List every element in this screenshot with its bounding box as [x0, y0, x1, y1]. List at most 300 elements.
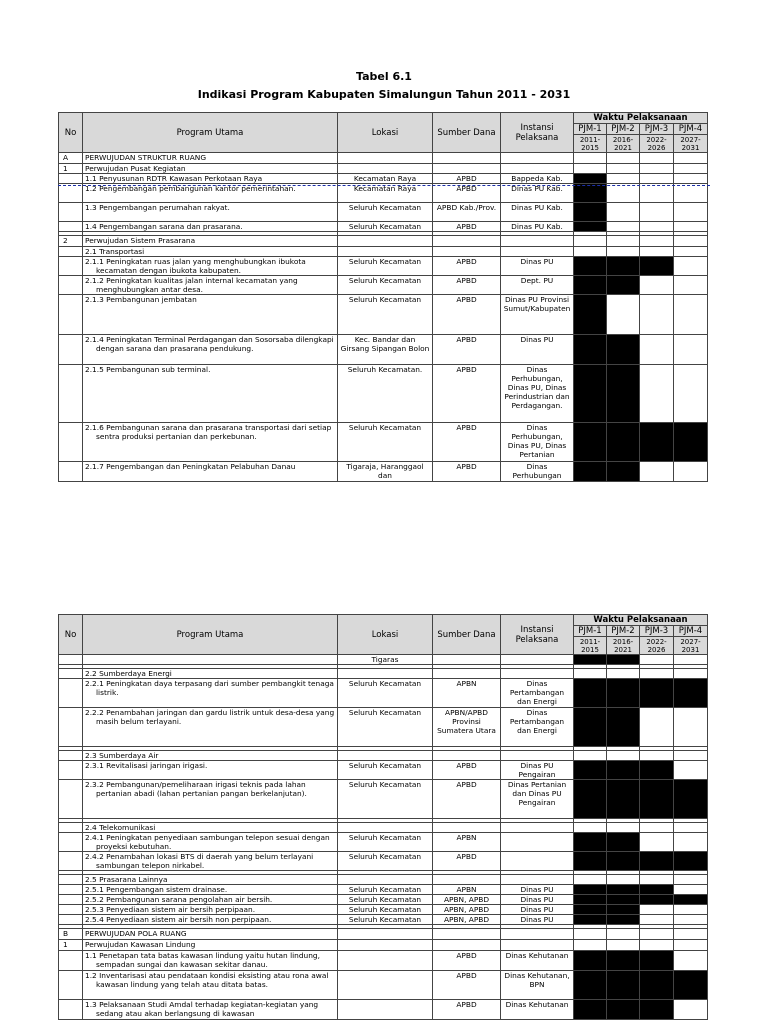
cell-sumber-dana — [433, 655, 501, 665]
cell-instansi: Bappeda Kab. — [501, 174, 574, 184]
program-text: PERWUJUDAN POLA RUANG — [85, 929, 187, 938]
cell-lokasi: Seluruh Kecamatan — [338, 780, 433, 819]
program-text: 1.3 Pengembangan perumahan rakyat. — [85, 203, 230, 212]
cell-lokasi — [338, 751, 433, 761]
schedule-cell-pjm-2 — [607, 929, 640, 940]
cell-instansi: Dinas Perhubungan, Dinas PU, Dinas Pertanian — [501, 423, 574, 462]
schedule-cell-pjm-4 — [674, 174, 708, 184]
cell-no — [59, 257, 83, 276]
cell-program — [83, 951, 338, 971]
schedule-cell-pjm-1 — [574, 164, 607, 174]
cell-instansi — [501, 655, 574, 665]
header-no: No — [59, 615, 83, 655]
schedule-cell-pjm-4 — [674, 852, 708, 871]
table-row — [59, 423, 708, 462]
header-pjm-3: PJM-3 — [640, 626, 674, 637]
schedule-cell-pjm-4 — [674, 222, 708, 232]
header-year-2: 2016-2021 — [607, 135, 640, 153]
schedule-cell-pjm-1 — [574, 203, 607, 222]
schedule-cell-pjm-3 — [640, 823, 674, 833]
schedule-cell-pjm-4 — [674, 462, 708, 482]
cell-instansi: Dinas PU — [501, 895, 574, 905]
schedule-cell-pjm-1 — [574, 184, 607, 203]
cell-sumber-dana — [433, 751, 501, 761]
cell-instansi — [501, 852, 574, 871]
table-row — [59, 915, 708, 925]
cell-no — [59, 1000, 83, 1020]
schedule-cell-pjm-1 — [574, 761, 607, 780]
cell-sumber-dana: APBD — [433, 780, 501, 819]
cell-instansi: Dinas PU — [501, 335, 574, 365]
header-lokasi: Lokasi — [338, 113, 433, 153]
schedule-cell-pjm-3 — [640, 335, 674, 365]
cell-program — [83, 257, 338, 276]
schedule-cell-pjm-2 — [607, 875, 640, 885]
program-text: 2.5.4 Penyediaan sistem air bersih non perpipaan. — [85, 915, 272, 924]
schedule-cell-pjm-4 — [674, 247, 708, 257]
cell-instansi: Dinas PU — [501, 885, 574, 895]
program-text: 1.1 Penyusunan RDTR Kawasan Perkotaan Raya — [85, 174, 263, 183]
cell-sumber-dana: APBD — [433, 365, 501, 423]
cell-program — [83, 276, 338, 295]
schedule-cell-pjm-2 — [607, 679, 640, 708]
cell-program — [83, 761, 338, 780]
cell-instansi — [501, 236, 574, 247]
header-instansi: Instansi Pelaksana — [501, 615, 574, 655]
schedule-cell-pjm-1 — [574, 247, 607, 257]
cell-no — [59, 823, 83, 833]
table-row — [59, 365, 708, 423]
cell-sumber-dana: APBD — [433, 184, 501, 203]
cell-program — [83, 833, 338, 852]
program-text: 2.1.4 Peningkatan Terminal Perdagangan dan Sosorsaba dilengkapi dengan sarana dan prasarana pendukung. — [85, 335, 334, 353]
cell-sumber-dana: APBD — [433, 295, 501, 335]
schedule-cell-pjm-1 — [574, 708, 607, 747]
program-text: 2.3.1 Revitalisasi jaringan irigasi. — [85, 761, 208, 770]
program-text: Perwujudan Pusat Kegiatan — [85, 164, 186, 173]
schedule-cell-pjm-1 — [574, 905, 607, 915]
program-text: 1.2 Pengembangan pembangunan kantor pemerintahan. — [85, 184, 296, 193]
header-year-4: 2027-2031 — [674, 135, 708, 153]
schedule-cell-pjm-1 — [574, 222, 607, 232]
table-row — [59, 236, 708, 247]
schedule-cell-pjm-3 — [640, 236, 674, 247]
schedule-cell-pjm-1 — [574, 929, 607, 940]
schedule-cell-pjm-4 — [674, 823, 708, 833]
table-row — [59, 905, 708, 915]
cell-no — [59, 247, 83, 257]
program-text: 2.4.1 Peningkatan penyediaan sambungan telepon sesuai dengan proyeksi kebutuhan. — [85, 833, 330, 851]
schedule-cell-pjm-2 — [607, 761, 640, 780]
schedule-cell-pjm-4 — [674, 164, 708, 174]
schedule-cell-pjm-3 — [640, 780, 674, 819]
header-pjm-1: PJM-1 — [574, 626, 607, 637]
cell-lokasi — [338, 669, 433, 679]
program-text: 2.2.1 Peningkatan daya terpasang dari sumber pembangkit tenaga listrik. — [85, 679, 334, 697]
header-no: No — [59, 113, 83, 153]
cell-no — [59, 895, 83, 905]
cell-no — [59, 915, 83, 925]
schedule-cell-pjm-1 — [574, 951, 607, 971]
table-row — [59, 276, 708, 295]
cell-no — [59, 905, 83, 915]
cell-sumber-dana — [433, 823, 501, 833]
header-year-2: 2016-2021 — [607, 637, 640, 655]
schedule-cell-pjm-4 — [674, 929, 708, 940]
cell-instansi: Dinas PU Provinsi Sumut/Kabupaten — [501, 295, 574, 335]
schedule-cell-pjm-3 — [640, 929, 674, 940]
schedule-cell-pjm-4 — [674, 679, 708, 708]
program-text: 2.3 Sumberdaya Air — [85, 751, 159, 760]
schedule-cell-pjm-4 — [674, 885, 708, 895]
program-text: Perwujudan Sistem Prasarana — [85, 236, 196, 245]
header-year-3: 2022-2026 — [640, 135, 674, 153]
table-row — [59, 823, 708, 833]
cell-no — [59, 423, 83, 462]
schedule-cell-pjm-4 — [674, 1000, 708, 1020]
cell-sumber-dana: APBN, APBD — [433, 915, 501, 925]
schedule-cell-pjm-3 — [640, 905, 674, 915]
cell-instansi: Dinas PU — [501, 915, 574, 925]
cell-lokasi — [338, 236, 433, 247]
cell-lokasi: Kecamatan Raya — [338, 184, 433, 203]
cell-no — [59, 276, 83, 295]
table-row — [59, 335, 708, 365]
schedule-cell-pjm-1 — [574, 365, 607, 423]
schedule-cell-pjm-3 — [640, 174, 674, 184]
schedule-cell-pjm-2 — [607, 295, 640, 335]
cell-lokasi: Seluruh Kecamatan — [338, 761, 433, 780]
header-year-1: 2011-2015 — [574, 637, 607, 655]
cell-lokasi — [338, 940, 433, 951]
cell-program — [83, 780, 338, 819]
header-program: Program Utama — [83, 113, 338, 153]
schedule-cell-pjm-2 — [607, 153, 640, 164]
cell-sumber-dana: APBD — [433, 423, 501, 462]
cell-program — [83, 236, 338, 247]
schedule-cell-pjm-1 — [574, 833, 607, 852]
schedule-cell-pjm-3 — [640, 679, 674, 708]
schedule-cell-pjm-1 — [574, 852, 607, 871]
cell-no — [59, 679, 83, 708]
schedule-cell-pjm-2 — [607, 276, 640, 295]
program-text: 2.4.2 Penambahan lokasi BTS di daerah yang belum terlayani sambungan telepon nirkabel. — [85, 852, 314, 870]
cell-instansi: Dinas PU — [501, 905, 574, 915]
schedule-cell-pjm-4 — [674, 669, 708, 679]
schedule-cell-pjm-1 — [574, 236, 607, 247]
schedule-cell-pjm-4 — [674, 951, 708, 971]
schedule-cell-pjm-2 — [607, 655, 640, 665]
cell-lokasi: Seluruh Kecamatan — [338, 276, 433, 295]
cell-lokasi: Seluruh Kecamatan — [338, 895, 433, 905]
schedule-cell-pjm-4 — [674, 708, 708, 747]
program-text: 2.2.2 Penambahan jaringan dan gardu listrik untuk desa-desa yang masih belum terlayani. — [85, 708, 335, 726]
cell-sumber-dana: APBD — [433, 222, 501, 232]
schedule-cell-pjm-3 — [640, 247, 674, 257]
cell-instansi: Dinas Pertambangan dan Energi — [501, 679, 574, 708]
cell-lokasi: Seluruh Kecamatan — [338, 833, 433, 852]
cell-sumber-dana: APBN, APBD — [433, 905, 501, 915]
schedule-cell-pjm-4 — [674, 780, 708, 819]
cell-instansi — [501, 751, 574, 761]
cell-sumber-dana: APBN — [433, 833, 501, 852]
header-waktu: Waktu Pelaksanaan — [574, 615, 708, 626]
schedule-cell-pjm-1 — [574, 655, 607, 665]
schedule-cell-pjm-3 — [640, 751, 674, 761]
table-title: Indikasi Program Kabupaten Simalungun Tahun 2011 - 2031 — [197, 88, 571, 101]
program-text: 2.2 Sumberdaya Energi — [85, 669, 172, 678]
schedule-cell-pjm-3 — [640, 184, 674, 203]
cell-no — [59, 365, 83, 423]
cell-sumber-dana: APBD Kab./Prov. — [433, 203, 501, 222]
schedule-cell-pjm-2 — [607, 222, 640, 232]
program-table-page-2 — [58, 614, 708, 1020]
cell-program — [83, 823, 338, 833]
cell-no — [59, 761, 83, 780]
cell-program — [83, 365, 338, 423]
cell-instansi: Dept. PU — [501, 276, 574, 295]
cell-no — [59, 951, 83, 971]
schedule-cell-pjm-1 — [574, 823, 607, 833]
cell-instansi: Dinas PU — [501, 257, 574, 276]
schedule-cell-pjm-2 — [607, 895, 640, 905]
schedule-cell-pjm-2 — [607, 184, 640, 203]
cell-sumber-dana: APBD — [433, 174, 501, 184]
table-header — [59, 113, 708, 153]
schedule-cell-pjm-3 — [640, 164, 674, 174]
cell-instansi: Dinas PU Kab. — [501, 222, 574, 232]
cell-sumber-dana: APBD — [433, 462, 501, 482]
cell-sumber-dana: APBN — [433, 885, 501, 895]
schedule-cell-pjm-2 — [607, 462, 640, 482]
program-text: 2.5.3 Penyediaan sistem air bersih perpipaan. — [85, 905, 256, 914]
schedule-cell-pjm-1 — [574, 335, 607, 365]
schedule-cell-pjm-4 — [674, 276, 708, 295]
cell-instansi — [501, 164, 574, 174]
program-text: 2.4 Telekomunikasi — [85, 823, 156, 832]
schedule-cell-pjm-1 — [574, 295, 607, 335]
schedule-cell-pjm-1 — [574, 462, 607, 482]
cell-no — [59, 708, 83, 747]
cell-sumber-dana: APBD — [433, 1000, 501, 1020]
schedule-cell-pjm-1 — [574, 679, 607, 708]
schedule-cell-pjm-4 — [674, 295, 708, 335]
schedule-cell-pjm-1 — [574, 885, 607, 895]
header-lokasi: Lokasi — [338, 615, 433, 655]
cell-lokasi — [338, 823, 433, 833]
cell-lokasi: Seluruh Kecamatan — [338, 679, 433, 708]
table-row — [59, 295, 708, 335]
schedule-cell-pjm-4 — [674, 875, 708, 885]
cell-lokasi: Tigaras — [338, 655, 433, 665]
cell-no — [59, 462, 83, 482]
schedule-cell-pjm-2 — [607, 203, 640, 222]
program-text: 1.4 Pengembangan sarana dan prasarana. — [85, 222, 243, 231]
cell-lokasi: Seluruh Kecamatan — [338, 885, 433, 895]
cell-program — [83, 153, 338, 164]
schedule-cell-pjm-3 — [640, 365, 674, 423]
cell-sumber-dana — [433, 236, 501, 247]
table-row — [59, 780, 708, 819]
schedule-cell-pjm-4 — [674, 940, 708, 951]
schedule-cell-pjm-1 — [574, 780, 607, 819]
schedule-cell-pjm-3 — [640, 895, 674, 905]
cell-sumber-dana: APBD — [433, 761, 501, 780]
schedule-cell-pjm-2 — [607, 257, 640, 276]
schedule-cell-pjm-3 — [640, 885, 674, 895]
program-text: 1.2 Inventarisasi atau pendataan kondisi eksisting atau rona awal kawasan lindung yang telah atau ditata batas. — [85, 971, 329, 989]
cell-lokasi: Seluruh Kecamatan — [338, 222, 433, 232]
cell-program — [83, 852, 338, 871]
cell-program — [83, 335, 338, 365]
schedule-cell-pjm-2 — [607, 669, 640, 679]
cell-instansi: Dinas PU Kab. — [501, 203, 574, 222]
header-sumber-dana: Sumber Dana — [433, 113, 501, 153]
table-row — [59, 257, 708, 276]
cell-lokasi — [338, 247, 433, 257]
cell-sumber-dana: APBD — [433, 852, 501, 871]
header-year-3: 2022-2026 — [640, 637, 674, 655]
cell-program — [83, 708, 338, 747]
cell-instansi — [501, 669, 574, 679]
cell-sumber-dana — [433, 940, 501, 951]
header-pjm-4: PJM-4 — [674, 626, 708, 637]
table-row — [59, 184, 708, 203]
cell-program — [83, 895, 338, 905]
table-row — [59, 833, 708, 852]
cell-program — [83, 1000, 338, 1020]
cell-no — [59, 655, 83, 665]
cell-lokasi: Tigaraja, Haranggaol dan — [338, 462, 433, 482]
cell-instansi — [501, 833, 574, 852]
cell-program — [83, 203, 338, 222]
cell-no — [59, 335, 83, 365]
cell-no: B — [59, 929, 83, 940]
schedule-cell-pjm-4 — [674, 203, 708, 222]
table-row — [59, 174, 708, 184]
schedule-cell-pjm-3 — [640, 940, 674, 951]
cell-no — [59, 751, 83, 761]
cell-lokasi — [338, 875, 433, 885]
schedule-cell-pjm-4 — [674, 905, 708, 915]
schedule-cell-pjm-3 — [640, 295, 674, 335]
schedule-cell-pjm-3 — [640, 257, 674, 276]
cell-lokasi: Seluruh Kecamatan — [338, 905, 433, 915]
table-row — [59, 885, 708, 895]
selection-guide-line — [58, 185, 710, 186]
cell-instansi — [501, 875, 574, 885]
schedule-cell-pjm-4 — [674, 335, 708, 365]
schedule-cell-pjm-3 — [640, 153, 674, 164]
cell-program — [83, 669, 338, 679]
header-year-1: 2011-2015 — [574, 135, 607, 153]
cell-program — [83, 174, 338, 184]
header-pjm-2: PJM-2 — [607, 626, 640, 637]
schedule-cell-pjm-3 — [640, 708, 674, 747]
cell-program — [83, 247, 338, 257]
schedule-cell-pjm-2 — [607, 174, 640, 184]
schedule-cell-pjm-1 — [574, 915, 607, 925]
schedule-cell-pjm-2 — [607, 236, 640, 247]
header-program: Program Utama — [83, 615, 338, 655]
program-table-page-1 — [58, 112, 708, 482]
cell-no — [59, 669, 83, 679]
cell-lokasi: Seluruh Kecamatan — [338, 852, 433, 871]
schedule-cell-pjm-2 — [607, 164, 640, 174]
cell-lokasi: Seluruh Kecamatan — [338, 423, 433, 462]
schedule-cell-pjm-2 — [607, 951, 640, 971]
cell-no — [59, 184, 83, 203]
schedule-cell-pjm-4 — [674, 655, 708, 665]
table-row — [59, 971, 708, 1000]
header-pjm-1: PJM-1 — [574, 124, 607, 135]
table-row — [59, 940, 708, 951]
schedule-cell-pjm-2 — [607, 423, 640, 462]
table-row — [59, 852, 708, 871]
cell-lokasi: Seluruh Kecamatan — [338, 295, 433, 335]
cell-no — [59, 885, 83, 895]
program-text: 2.1 Transportasi — [85, 247, 145, 256]
table-row — [59, 153, 708, 164]
schedule-cell-pjm-1 — [574, 174, 607, 184]
cell-lokasi — [338, 951, 433, 971]
table-row — [59, 761, 708, 780]
header-pjm-2: PJM-2 — [607, 124, 640, 135]
table-row — [59, 462, 708, 482]
header-instansi: Instansi Pelaksana — [501, 113, 574, 153]
program-text: 2.5.2 Pembangunan sarana pengolahan air bersih. — [85, 895, 273, 904]
program-text: 2.3.2 Pembangunan/pemeliharaan irigasi teknis pada lahan pertanian abadi (lahan pertanian pangan berkelanjutan). — [85, 780, 307, 798]
cell-program — [83, 164, 338, 174]
cell-sumber-dana — [433, 875, 501, 885]
cell-no: 1 — [59, 164, 83, 174]
program-text: 2.1.7 Pengembangan dan Peningkatan Pelabuhan Danau — [85, 462, 296, 471]
cell-no — [59, 875, 83, 885]
cell-no — [59, 295, 83, 335]
schedule-cell-pjm-3 — [640, 951, 674, 971]
schedule-cell-pjm-2 — [607, 823, 640, 833]
cell-no — [59, 852, 83, 871]
cell-program — [83, 875, 338, 885]
schedule-cell-pjm-2 — [607, 335, 640, 365]
cell-instansi: Dinas Perhubungan — [501, 462, 574, 482]
program-text: 2.1.1 Peningkatan ruas jalan yang menghubungkan ibukota kecamatan dengan ibukota kabupaten. — [85, 257, 306, 275]
program-text: 2.1.6 Pembangunan sarana dan prasarana transportasi dari setiap sentra produksi pertanian dan perkebunan. — [85, 423, 332, 441]
cell-lokasi: Kecamatan Raya — [338, 174, 433, 184]
cell-program — [83, 971, 338, 1000]
schedule-cell-pjm-4 — [674, 751, 708, 761]
schedule-cell-pjm-3 — [640, 462, 674, 482]
cell-program — [83, 184, 338, 203]
table-row — [59, 203, 708, 222]
table-row — [59, 751, 708, 761]
schedule-cell-pjm-1 — [574, 971, 607, 1000]
schedule-cell-pjm-2 — [607, 751, 640, 761]
cell-instansi: Dinas PU Kab. — [501, 184, 574, 203]
table-row — [59, 875, 708, 885]
cell-lokasi — [338, 971, 433, 1000]
cell-instansi — [501, 940, 574, 951]
schedule-cell-pjm-4 — [674, 971, 708, 1000]
cell-instansi: Dinas Kehutanan, BPN — [501, 971, 574, 1000]
cell-program — [83, 905, 338, 915]
schedule-cell-pjm-2 — [607, 365, 640, 423]
schedule-cell-pjm-1 — [574, 276, 607, 295]
cell-lokasi — [338, 1000, 433, 1020]
schedule-cell-pjm-1 — [574, 153, 607, 164]
table-row — [59, 708, 708, 747]
schedule-cell-pjm-4 — [674, 257, 708, 276]
